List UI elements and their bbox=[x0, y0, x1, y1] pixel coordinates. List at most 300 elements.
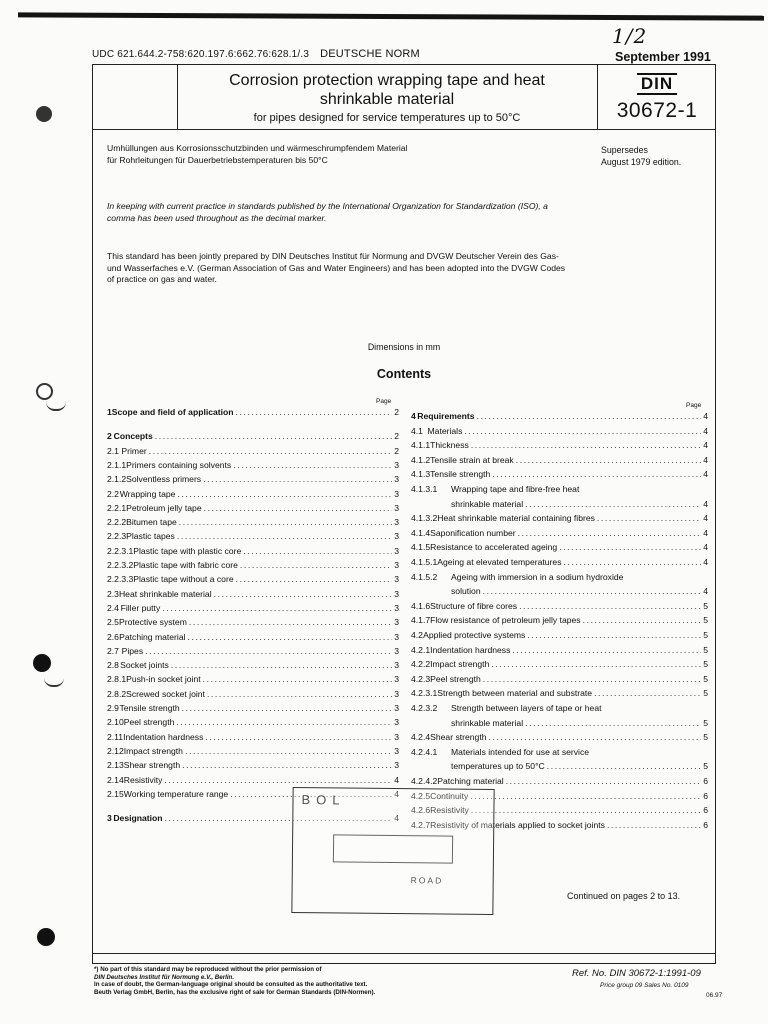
toc-leader-dots bbox=[145, 646, 392, 656]
toc-leader-dots bbox=[203, 474, 392, 484]
toc-leader-dots bbox=[471, 805, 701, 815]
document-title bbox=[177, 71, 597, 124]
toc-entry-number: 2.1.1 bbox=[107, 459, 127, 470]
toc-entry bbox=[107, 632, 399, 642]
toc-entry-page: 6 bbox=[703, 776, 708, 786]
german-title-line: Umhüllungen aus Korrosionsschutzbinden und wärmeschrumpfendem Material bbox=[107, 143, 408, 153]
toc-entry-page: 3 bbox=[394, 703, 399, 713]
toc-leader-dots bbox=[240, 560, 392, 570]
toc-entry bbox=[411, 426, 708, 436]
toc-entry-number: 4 bbox=[411, 411, 416, 421]
toc-entry bbox=[411, 645, 708, 655]
toc-entry-number: 2.6 bbox=[107, 631, 119, 642]
title-subtitle: for pipes designed for service temperatures up to 50°C bbox=[253, 112, 521, 124]
toc-entry-title: Impact strength bbox=[123, 745, 183, 756]
toc-leader-dots bbox=[203, 674, 393, 684]
toc-leader-dots bbox=[182, 703, 393, 713]
german-title bbox=[107, 143, 527, 166]
toc-leader-dots bbox=[518, 528, 702, 538]
toc-entry bbox=[411, 659, 708, 669]
toc-entry-title: Screwed socket joint bbox=[126, 688, 205, 699]
toc-leader-dots bbox=[483, 674, 701, 684]
toc-leader-dots bbox=[483, 586, 702, 596]
handwritten-note: 1/2 bbox=[612, 24, 648, 48]
toc-leader-dots bbox=[559, 542, 701, 552]
toc-leader-dots bbox=[464, 426, 701, 436]
toc-entry bbox=[107, 446, 399, 456]
toc-entry-title: Bitumen tape bbox=[126, 517, 177, 528]
toc-entry-page: 3 bbox=[394, 545, 399, 556]
toc-entry-title: Shear strength bbox=[430, 732, 487, 743]
toc-entry-title: Socket joints bbox=[120, 660, 169, 671]
toc-entry-title: Patching material bbox=[119, 631, 186, 642]
toc-entry-number: 4.2.1 bbox=[411, 644, 431, 655]
toc-leader-dots bbox=[182, 760, 392, 770]
continued-note: Continued on pages 2 to 13. bbox=[567, 891, 681, 901]
toc-entry-page: 6 bbox=[703, 790, 708, 801]
toc-entry-title: Thickness bbox=[430, 440, 469, 451]
toc-entry-number: 2.15 bbox=[107, 788, 124, 799]
toc-leader-dots bbox=[236, 407, 393, 417]
toc-entry-number: 2.9 bbox=[107, 703, 119, 713]
toc-entry bbox=[107, 660, 399, 670]
received-stamp bbox=[291, 787, 494, 915]
toc-leader-dots bbox=[470, 791, 701, 801]
footnote-line: In case of doubt, the German-language original should be consulted as the authoritative text. bbox=[94, 981, 368, 989]
toc-entry-number: 4.1.5.1 bbox=[411, 557, 438, 567]
toc-entry-title: Patching material bbox=[437, 776, 504, 786]
toc-entry bbox=[411, 688, 708, 698]
toc-entry bbox=[107, 407, 399, 417]
toc-leader-dots bbox=[525, 499, 701, 509]
toc-entry-number: 2.8 bbox=[107, 660, 119, 671]
toc-entry-page: 3 bbox=[394, 688, 399, 699]
toc-entry-title: Tensile strain at break bbox=[430, 454, 514, 465]
toc-entry-page: 5 bbox=[703, 732, 708, 743]
binder-mark bbox=[44, 678, 64, 687]
toc-leader-dots bbox=[149, 446, 392, 456]
toc-leader-dots bbox=[492, 469, 701, 479]
toc-entry-title: Indentation hardness bbox=[430, 644, 511, 655]
top-scan-bar bbox=[18, 12, 764, 20]
toc-entry-number: 2.2.3.2 bbox=[107, 560, 134, 570]
toc-entry-title: Plastic tapes bbox=[126, 531, 175, 542]
toc-entry bbox=[411, 572, 623, 582]
toc-entry-title: Tensile strength bbox=[119, 703, 180, 713]
toc-entry-number: 2.10 bbox=[107, 717, 124, 728]
toc-entry bbox=[411, 601, 708, 611]
toc-entry bbox=[411, 411, 708, 421]
toc-entry-page: 3 bbox=[394, 660, 399, 671]
toc-right-page-header: Page bbox=[686, 402, 702, 409]
toc-entry-page: 3 bbox=[394, 531, 399, 542]
toc-entry-number: 2.3 bbox=[107, 588, 119, 599]
toc-entry bbox=[411, 732, 708, 742]
toc-entry-page: 3 bbox=[394, 502, 399, 513]
toc-leader-dots bbox=[489, 732, 702, 742]
toc-entry-title: Ageing at elevated temperatures bbox=[437, 557, 562, 567]
toc-entry-page: 5 bbox=[703, 630, 708, 640]
toc-entry-title: Resistance to accelerated ageing bbox=[430, 542, 558, 553]
joint-note-line: of practice on gas and water. bbox=[107, 274, 217, 285]
reference-number: Ref. No. DIN 30672-1:1991-09 bbox=[572, 968, 701, 979]
toc-entry-page: 5 bbox=[703, 659, 708, 670]
toc-entry-page: 4 bbox=[703, 498, 708, 509]
footnote-line: *) No part of this standard may be reproduced without the prior permission of bbox=[94, 966, 322, 973]
toc-entry-title: Designation bbox=[113, 813, 163, 824]
toc-entry-page: 3 bbox=[394, 745, 399, 756]
toc-entry bbox=[411, 484, 579, 494]
toc-entry bbox=[411, 455, 708, 465]
toc-entry-page: 3 bbox=[394, 617, 399, 628]
toc-leader-dots bbox=[205, 732, 392, 742]
toc-entry-title: Heat shrinkable material containing fibres bbox=[437, 513, 595, 524]
udc-number: UDC 621.644.2-758:620.197.6:662.76:628.1/.3 bbox=[92, 49, 310, 60]
binder-mark bbox=[46, 402, 66, 411]
toc-entry bbox=[107, 460, 399, 470]
udc-classification bbox=[92, 48, 420, 60]
toc-entry-page: 4 bbox=[703, 513, 708, 524]
toc-entry-page: 4 bbox=[703, 586, 708, 597]
toc-entry-number: 4.1.4 bbox=[411, 527, 431, 538]
toc-entry-continuation bbox=[451, 586, 708, 596]
toc-leader-dots bbox=[179, 517, 392, 527]
toc-leader-dots bbox=[188, 632, 393, 642]
toc-leader-dots bbox=[214, 589, 393, 599]
toc-entry-title: Requirements bbox=[417, 411, 475, 421]
toc-entry-page: 3 bbox=[394, 488, 399, 499]
toc-entry-page: 4 bbox=[703, 454, 708, 465]
toc-entry-page: 4 bbox=[703, 527, 708, 538]
toc-entry bbox=[107, 775, 399, 785]
toc-entry bbox=[107, 546, 399, 556]
toc-entry-title: Peel strength bbox=[123, 717, 175, 728]
toc-leader-dots bbox=[594, 688, 701, 698]
toc-entry bbox=[107, 760, 399, 770]
toc-leader-dots bbox=[506, 776, 702, 786]
toc-leader-dots bbox=[233, 460, 392, 470]
footnote-line: DIN Deutsches Institut für Normung e.V., Berlin. bbox=[94, 973, 235, 981]
toc-entry-page: 5 bbox=[703, 761, 708, 772]
iso-note-line: comma has been used throughout as the decimal marker. bbox=[107, 212, 327, 223]
toc-entry-number: 4.1.3 bbox=[411, 469, 431, 480]
toc-entry bbox=[107, 560, 399, 570]
toc-entry-title: Plastic tape without a core bbox=[133, 574, 234, 585]
toc-entry-number: 4.2 bbox=[411, 630, 423, 640]
toc-entry-page: 5 bbox=[703, 673, 708, 684]
date-code: 06.97 bbox=[706, 992, 723, 999]
toc-entry-page: 6 bbox=[703, 805, 708, 816]
toc-entry bbox=[107, 674, 399, 684]
toc-entry-number: 2 bbox=[107, 431, 112, 442]
toc-leader-dots bbox=[583, 615, 702, 625]
contents-heading: Contents bbox=[376, 367, 432, 381]
toc-entry-number: 4.2.3.2 bbox=[411, 703, 438, 713]
toc-leader-dots bbox=[564, 557, 702, 567]
toc-entry bbox=[411, 776, 708, 786]
toc-entry-title: Scope and field of application bbox=[111, 407, 234, 417]
toc-entry-title: Peel strength bbox=[430, 673, 481, 684]
toc-entry bbox=[107, 489, 399, 499]
toc-entry-number: 2.11 bbox=[107, 731, 124, 742]
publication-date: September 1991 bbox=[615, 50, 711, 64]
toc-entry-number: 2.8.2 bbox=[107, 688, 127, 699]
toc-entry bbox=[107, 646, 399, 656]
toc-left-page-header: Page bbox=[376, 398, 392, 405]
toc-entry-title: Working temperature range bbox=[123, 788, 229, 799]
toc-leader-dots bbox=[471, 440, 701, 450]
toc-entry bbox=[411, 469, 708, 479]
toc-entry-number: 4.2.3 bbox=[411, 673, 431, 684]
toc-leader-dots bbox=[491, 659, 701, 669]
toc-leader-dots bbox=[177, 489, 392, 499]
toc-entry-number: 2.14 bbox=[107, 774, 124, 785]
toc-leader-dots bbox=[236, 574, 393, 584]
toc-leader-dots bbox=[477, 411, 702, 421]
frame-bottom-rule bbox=[93, 953, 715, 954]
toc-leader-dots bbox=[207, 689, 392, 699]
toc-entry-title: Strength between layers of tape or heat bbox=[451, 703, 602, 713]
toc-entry-number: 2.7 bbox=[107, 645, 119, 656]
toc-entry-title: Impact strength bbox=[430, 659, 490, 670]
toc-entry-number: 4.2.2 bbox=[411, 659, 431, 670]
footnote-line: Beuth Verlag GmbH, Berlin, has the exclusive right of sale for German Standards (DIN-Normen). bbox=[94, 988, 376, 996]
toc-entry-number: 4.2.5 bbox=[411, 790, 431, 801]
toc-entry-number: 2.13 bbox=[107, 760, 124, 771]
toc-entry-number: 4.1.5.2 bbox=[411, 571, 438, 582]
toc-entry-page: 5 bbox=[703, 644, 708, 655]
toc-entry-title: Materials intended for use at service bbox=[451, 746, 590, 757]
toc-entry-page: 4 bbox=[394, 813, 399, 824]
toc-leader-dots bbox=[512, 645, 701, 655]
toc-entry-page: 3 bbox=[394, 731, 399, 742]
toc-entry-number: 4.1.7 bbox=[411, 615, 431, 626]
toc-entry-title: Shear strength bbox=[123, 760, 181, 771]
toc-entry-title: Structure of fibre cores bbox=[430, 600, 518, 611]
toc-entry bbox=[411, 557, 708, 567]
toc-entry-number: 4.1.2 bbox=[411, 454, 431, 465]
toc-entry-number: 2.5 bbox=[107, 617, 119, 628]
toc-entry-page: 3 bbox=[394, 717, 399, 728]
toc-entry-title: Plastic tape with plastic core bbox=[133, 545, 242, 556]
toc-entry bbox=[411, 615, 708, 625]
toc-entry-title: Solventless primers bbox=[126, 474, 202, 485]
toc-entry-page: 3 bbox=[394, 674, 399, 685]
toc-entry-title: Saponification number bbox=[430, 527, 516, 538]
toc-leader-dots bbox=[155, 431, 392, 441]
toc-entry-page: 5 bbox=[703, 688, 708, 699]
toc-entry bbox=[411, 513, 708, 523]
toc-leader-dots bbox=[177, 531, 392, 541]
toc-entry-continuation bbox=[451, 761, 708, 771]
toc-entry-page: 3 bbox=[394, 560, 399, 570]
toc-entry-number: 4.1.6 bbox=[411, 600, 431, 611]
toc-leader-dots bbox=[204, 503, 393, 513]
din-number: 30672-1 bbox=[616, 99, 698, 122]
toc-entry-number: 4.1 bbox=[411, 425, 423, 436]
title-line-1: Corrosion protection wrapping tape and heat bbox=[229, 72, 545, 89]
toc-leader-dots bbox=[176, 717, 392, 727]
supersedes-label: Supersedes bbox=[601, 145, 648, 155]
toc-entry-page: 5 bbox=[703, 717, 708, 728]
toc-entry-title: Resistivity of materials applied to socket joints bbox=[430, 819, 605, 830]
toc-entry-page: 3 bbox=[394, 645, 399, 656]
toc-entry-number: 4.2.4 bbox=[411, 732, 431, 743]
toc-entry-title: temperatures up to 50°C bbox=[451, 761, 545, 772]
toc-entry-page: 3 bbox=[394, 459, 399, 470]
toc-entry-page: 4 bbox=[703, 411, 708, 421]
supersedes-edition: August 1979 edition. bbox=[601, 156, 682, 167]
toc-leader-dots bbox=[243, 546, 392, 556]
header-bottom-rule bbox=[93, 129, 715, 130]
toc-entry-number: 2.2.1 bbox=[107, 502, 127, 513]
din-logo: DIN bbox=[637, 73, 677, 95]
toc-leader-dots bbox=[519, 601, 701, 611]
toc-entry-title: Wrapping tape bbox=[119, 488, 176, 499]
toc-entry-page: 5 bbox=[703, 615, 708, 626]
toc-entry-page: 3 bbox=[394, 588, 399, 599]
toc-entry-page: 2 bbox=[394, 445, 399, 456]
punch-hole-ring bbox=[36, 383, 53, 400]
din-designation bbox=[599, 73, 715, 123]
toc-leader-dots bbox=[527, 630, 701, 640]
toc-entry-page: 2 bbox=[394, 407, 399, 417]
toc-entry-number: 4.2.6 bbox=[411, 805, 431, 816]
toc-entry-number: 4.2.7 bbox=[411, 819, 431, 830]
toc-entry-title: Heat shrinkable material bbox=[118, 588, 212, 599]
toc-entry bbox=[107, 603, 399, 613]
toc-entry-number: 4.2.4.1 bbox=[411, 746, 438, 757]
toc-entry-title: Filler putty bbox=[120, 602, 161, 613]
header-divider-right bbox=[597, 65, 598, 129]
toc-entry-continuation bbox=[451, 718, 708, 728]
copyright-footnote bbox=[94, 966, 464, 996]
toc-entry bbox=[107, 617, 399, 627]
toc-entry bbox=[107, 703, 399, 713]
punch-hole bbox=[33, 654, 51, 672]
toc-entry-number: 4.1.3.1 bbox=[411, 484, 438, 494]
toc-leader-dots bbox=[189, 617, 392, 627]
iso-decimal-note bbox=[107, 201, 705, 224]
toc-entry-number: 1 bbox=[107, 407, 112, 417]
toc-entry-page: 4 bbox=[394, 774, 399, 785]
toc-entry-page: 6 bbox=[703, 819, 708, 830]
toc-entry-title: Primer bbox=[121, 445, 147, 456]
joint-preparation-note bbox=[107, 251, 705, 286]
toc-entry-page: 4 bbox=[703, 425, 708, 436]
toc-entry-title: Primers containing solvents bbox=[126, 459, 232, 470]
toc-entry-number: 2.2.3.3 bbox=[107, 574, 134, 585]
punch-hole-mark bbox=[36, 106, 52, 122]
german-title-line: für Rohrleitungen für Dauerbetriebstemperaturen bis 50°C bbox=[107, 154, 328, 165]
toc-entry-page: 5 bbox=[703, 600, 708, 611]
toc-entry-page: 4 bbox=[394, 788, 399, 799]
toc-entry-continuation bbox=[451, 499, 708, 509]
toc-entry-page: 2 bbox=[394, 431, 399, 442]
stamp-text-top: BOL bbox=[301, 792, 346, 808]
toc-leader-dots bbox=[162, 603, 392, 613]
toc-leader-dots bbox=[164, 775, 392, 785]
toc-entry-title: Pipes bbox=[121, 645, 144, 656]
toc-entry bbox=[107, 531, 399, 541]
toc-entry-page: 3 bbox=[394, 631, 399, 642]
toc-entry-title: Concepts bbox=[113, 431, 153, 442]
toc-entry-page: 3 bbox=[394, 602, 399, 613]
toc-entry bbox=[411, 528, 708, 538]
toc-entry bbox=[107, 574, 399, 584]
toc-entry-number: 2.12 bbox=[107, 745, 124, 756]
toc-entry-title: shrinkable material bbox=[451, 717, 524, 728]
toc-entry-number: 2.2.3.1 bbox=[107, 545, 134, 556]
toc-entry-title: Flow resistance of petroleum jelly tapes bbox=[430, 615, 581, 626]
toc-entry-title: solution bbox=[451, 586, 481, 597]
iso-note-line: In keeping with current practice in standards published by the International Organization for Standardization (ISO), a bbox=[107, 201, 548, 211]
dimensions-note: Dimensions in mm bbox=[367, 342, 441, 352]
toc-entry-page: 4 bbox=[703, 542, 708, 553]
toc-leader-dots bbox=[607, 820, 701, 830]
toc-entry-page: 4 bbox=[703, 557, 708, 567]
toc-entry-title: Tensile strength bbox=[430, 469, 491, 480]
toc-entry bbox=[411, 630, 708, 640]
toc-entry-number: 2.4 bbox=[107, 602, 119, 613]
punch-hole bbox=[37, 928, 55, 946]
toc-leader-dots bbox=[171, 660, 392, 670]
toc-entry-title: shrinkable material bbox=[451, 498, 524, 509]
supersedes-note bbox=[601, 145, 681, 168]
price-group: Price group 09 Sales No. 0109 bbox=[600, 982, 689, 989]
toc-entry-title: Protective system bbox=[119, 617, 187, 628]
toc-entry-number: 2.2.2 bbox=[107, 517, 127, 528]
toc-entry bbox=[411, 674, 708, 684]
toc-entry-page: 4 bbox=[703, 440, 708, 451]
toc-leader-dots bbox=[516, 455, 702, 465]
toc-entry-number: 2.1 bbox=[107, 445, 119, 456]
toc-entry bbox=[411, 440, 708, 450]
toc-entry bbox=[107, 474, 399, 484]
toc-entry-title: Continuity bbox=[430, 790, 469, 801]
toc-entry bbox=[107, 431, 399, 441]
toc-entry-number: 4.1.1 bbox=[411, 440, 431, 451]
toc-entry bbox=[411, 747, 589, 757]
toc-entry-title: Push-in socket joint bbox=[126, 674, 201, 685]
toc-entry-number: 4.2.4.2 bbox=[411, 776, 438, 786]
toc-entry bbox=[107, 517, 399, 527]
toc-entry-page: 4 bbox=[703, 469, 708, 480]
toc-entry-page: 3 bbox=[394, 517, 399, 528]
toc-entry bbox=[107, 689, 399, 699]
toc-entry bbox=[411, 703, 602, 713]
toc-entry-title: Strength between material and substrate bbox=[437, 688, 593, 699]
joint-note-line: und Wasserfaches e.V. (German Association of Gas and Water Engineers) and has been adopted into the DVGW Codes bbox=[107, 262, 566, 273]
toc-entry-page: 3 bbox=[394, 760, 399, 771]
toc-leader-dots bbox=[525, 718, 701, 728]
toc-entry-number: 4.1.5 bbox=[411, 542, 431, 553]
toc-entry-title: Plastic tape with fabric core bbox=[133, 560, 238, 570]
toc-entry-title: Applied protective systems bbox=[423, 630, 526, 640]
toc-entry-number: 2.8.1 bbox=[107, 674, 127, 685]
toc-leader-dots bbox=[547, 761, 701, 771]
joint-note-line: This standard has been jointly prepared by DIN Deutsches Institut für Normung and DVGW Deutscher Verein des Gas- bbox=[107, 251, 559, 261]
title-line-2: shrinkable material bbox=[319, 91, 455, 108]
toc-entry-title: Ageing with immersion in a sodium hydroxide bbox=[451, 571, 624, 582]
toc-entry bbox=[107, 717, 399, 727]
deutsche-norm-label: DEUTSCHE NORM bbox=[320, 48, 420, 60]
toc-entry-number: 4.1.3.2 bbox=[411, 513, 438, 524]
stamp-date-box bbox=[333, 834, 453, 863]
toc-entry-title: Resistivity bbox=[123, 774, 163, 785]
toc-entry-title: Wrapping tape and fibre-free heat bbox=[451, 484, 580, 494]
toc-entry-page: 3 bbox=[394, 574, 399, 585]
